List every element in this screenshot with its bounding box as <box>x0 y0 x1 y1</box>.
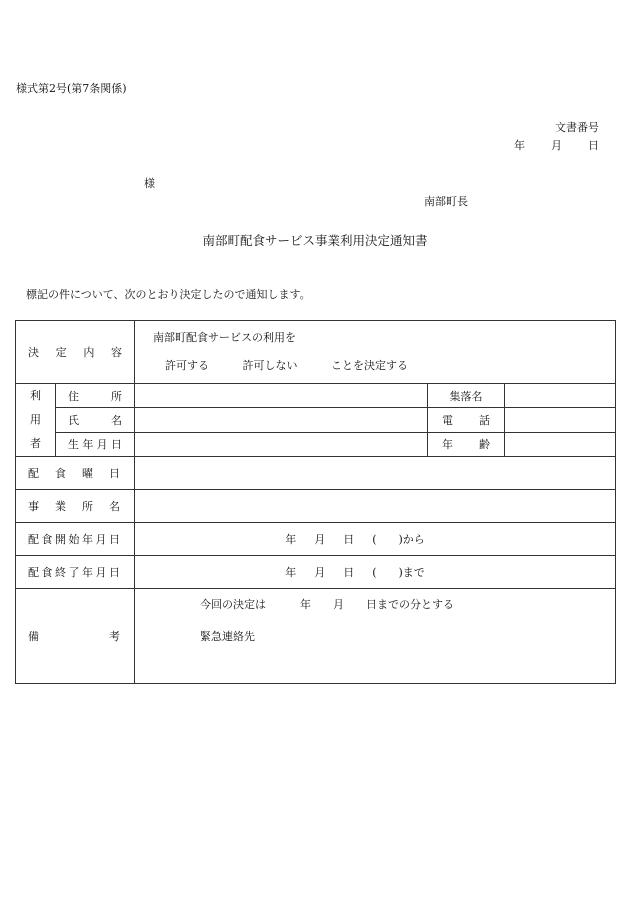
remarks-period-line: 今回の決定は 年 月 日までの分とする <box>200 598 454 611</box>
document-title: 南部町配食サービス事業利用決定通知書 <box>202 233 428 248</box>
decision-form-table <box>15 320 616 684</box>
phone-value-cell[interactable] <box>505 408 616 432</box>
remarks-value-cell[interactable] <box>135 589 616 684</box>
birthdate-label-cell: 生 年 月 日 <box>56 432 135 456</box>
start-date-label-cell: 配 食 開 始 年 月 日 <box>16 523 135 556</box>
village-value-cell[interactable] <box>505 384 616 408</box>
phone-label-cell: 電 話 <box>428 408 505 432</box>
age-value-cell[interactable] <box>505 432 616 456</box>
office-label-cell: 事 業 所 名 <box>16 490 135 523</box>
form-number: 様式第2号(第7条関係) <box>16 82 127 95</box>
office-value-cell[interactable] <box>135 490 616 523</box>
date-day: 日 <box>588 139 599 152</box>
date-year: 年 <box>514 139 525 152</box>
end-date-row <box>16 556 616 589</box>
remarks-row <box>16 589 616 684</box>
user-name-row <box>16 408 616 432</box>
user-birthdate-row <box>16 432 616 456</box>
birthdate-value-cell[interactable] <box>135 432 428 456</box>
start-date-row <box>16 523 616 556</box>
start-date-value-cell[interactable]: 年 月 日 ( )から <box>135 523 616 556</box>
address-label-cell: 住 所 <box>56 384 135 408</box>
name-value-cell[interactable] <box>135 408 428 432</box>
decision-content-cell <box>135 321 616 384</box>
remarks-label-cell: 備 考 <box>16 589 135 684</box>
permit-option[interactable]: 許可する <box>165 359 209 372</box>
issuer: 南部町長 <box>424 195 468 208</box>
address-value-cell[interactable] <box>135 384 428 408</box>
decision-row <box>16 321 616 384</box>
name-label-cell: 氏 名 <box>56 408 135 432</box>
decision-label-cell: 決 定 内 容 <box>16 321 135 384</box>
document-number-label: 文書番号 <box>555 121 599 134</box>
date-month: 月 <box>551 139 562 152</box>
user-label-cell: 利 用 者 <box>16 384 56 457</box>
user-address-row <box>16 384 616 408</box>
recipient-honorific: 様 <box>144 177 155 190</box>
delivery-day-value-cell[interactable] <box>135 457 616 490</box>
emergency-contact-label: 緊急連絡先 <box>200 630 255 643</box>
age-label-cell: 年 齢 <box>428 432 505 456</box>
issue-date <box>514 137 599 153</box>
decision-suffix: ことを決定する <box>331 359 408 372</box>
village-label-cell: 集落名 <box>428 384 505 408</box>
delivery-day-row <box>16 457 616 490</box>
deny-option[interactable]: 許可しない <box>242 359 298 372</box>
delivery-day-label-cell: 配 食 曜 日 <box>16 457 135 490</box>
office-row <box>16 490 616 523</box>
end-date-value-cell[interactable]: 年 月 日 ( )まで <box>135 556 616 589</box>
intro-text: 標記の件について、次のとおり決定したので通知します。 <box>26 288 311 301</box>
end-date-label-cell: 配 食 終 了 年 月 日 <box>16 556 135 589</box>
decision-line: 南部町配食サービスの利用を <box>153 331 296 344</box>
